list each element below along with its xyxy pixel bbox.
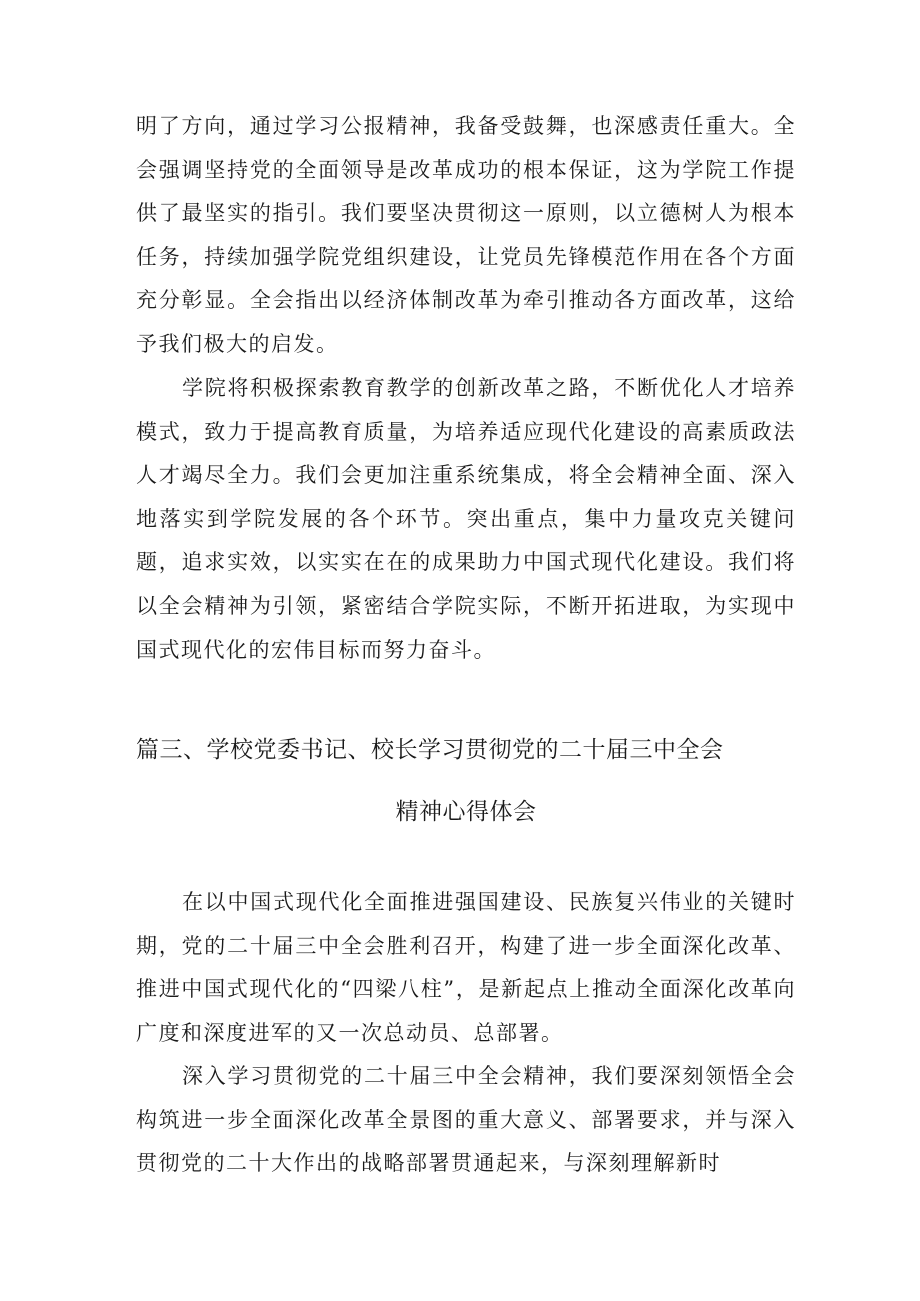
section-heading (136, 719, 796, 843)
section-heading-line-2: 精神心得体会 (395, 799, 537, 825)
section-heading-line-1: 篇三、学校党委书记、校长学习贯彻党的二十届三中全会 (136, 737, 724, 763)
paragraph-deep-study: 深入学习贯彻党的二十届三中全会精神，我们要深刻领悟全会构筑进一步全面深化改革全景图的重大意义、部署要求，并与深入贯彻党的二十大作出的战略部署贯通起来，与深刻理解新时 (136, 1064, 796, 1176)
paragraph-plenary-intro: 在以中国式现代化全面推进强国建设、民族复兴伟业的关键时期，党的二十届三中全会胜利召开，构建了进一步全面深化改革、推进中国式现代化的“四梁八柱”，是新起点上推动全面深化改革向广度和深度进军的又一次总动员、总部署。 (136, 890, 796, 1045)
paragraph-college-reform: 学院将积极探索教育教学的创新改革之路，不断优化人才培养模式，致力于提高教育质量，为培养适应现代化建设的高素质政法人才竭尽全力。我们会更加注重系统集成，将全会精神全面、深入地落实到学院发展的各个环节。突出重点，集中力量攻克关键问题，追求实效，以实实在在的成果助力中国式现代化建设。我们将以全会精神为引领，紧密结合学院实际，不断开拓进取，为实现中国式现代化的宏伟目标而努力奋斗。 (136, 376, 796, 662)
paragraph-continued: 明了方向，通过学习公报精神，我备受鼓舞，也深感责任重大。全会强调坚持党的全面领导是改革成功的根本保证，这为学院工作提供了最坚实的指引。我们要坚决贯彻这一原则，以立德树人为根本任务，持续加强学院党组织建设，让党员先锋模范作用在各个方面充分彰显。全会指出以经济体制改革为牵引推动各方面改革，这给予我们极大的启发。 (136, 114, 796, 356)
